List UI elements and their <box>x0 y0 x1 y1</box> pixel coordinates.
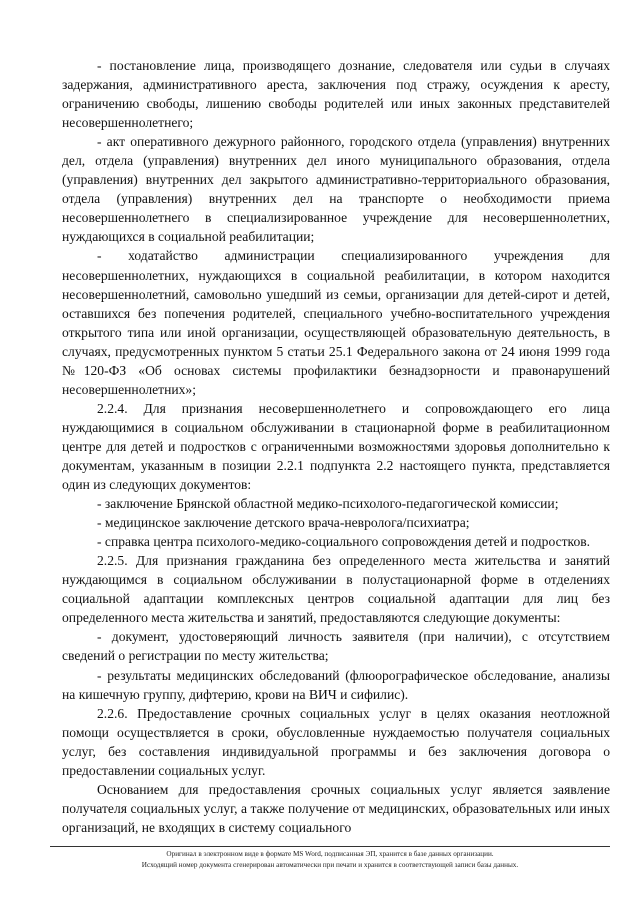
paragraph-2-2-4: 2.2.4. Для признания несовершеннолетнего и сопровождающего его лица нуждающимися в социальном обслуживании в стационарной форме в реабилитационном центре для детей и подростков с ограниченными возможностями здоровья дополнительно к документам, указанным в позиции 2.2.1 подпункта 2.2 настоящего пункта, представляется один из следующих документов: <box>62 400 610 493</box>
footer-number-note: Исходящий номер документа сгенерирован автоматически при печати и хранится в соответствующей записи базы данных. <box>141 860 519 869</box>
paragraph-identity-document: - документ, удостоверяющий личность заявителя (при наличии), с отсутствием сведений о регистрации по месту жительства; <box>62 629 610 664</box>
paragraph-administration-petition: - ходатайство администрации специализированного учреждения для несовершеннолетних, нуждающихся в социальной реабилитации, в котором находится несовершеннолетний, самовольно ушедший из семьи, организации для детей-сирот и детей, оставшихся без попечения родителей, специального учебно-воспитательного учреждения открытого типа или иной организации, осуществляющей образовательную деятельность, в случаях, предусмотренных пунктом 5 статьи 25.1 Федерального закона от 24 июня 1999 года №120-ФЗ «Об основах системы профилактики безнадзорности и правонарушений несовершеннолетних»; <box>62 248 610 397</box>
paragraph-2-2-6: 2.2.6. Предоставление срочных социальных услуг в целях оказания неотложной помощи осуществляется в сроки, обусловленные нуждаемостью получателя социальных услуг, без составления индивидуальной программы и без заключения договора о предоставлении социальных услуг. <box>62 705 610 778</box>
footer-original-note: Оригинал в электронном виде в формате MS Word, подписанная ЭП, хранится в базе данных организации. <box>166 850 494 858</box>
page-footer <box>50 846 610 870</box>
paragraph-urgent-services-basis: Основанием для предоставления срочных социальных услуг является заявление получателя социальных услуг, а также получение от медицинских, образовательных или иных организаций, не входящих в систему социального <box>62 781 610 835</box>
paragraph-arrest-decision: - постановление лица, производящего дознание, следователя или судьи в случаях задержания, административного ареста, заключения под стражу, осуждения к аресту, ограничению свободы, лишению свободы родителей или иных законных представителей несовершеннолетнего; <box>62 58 610 131</box>
document-body <box>62 56 610 837</box>
paragraph-commission-conclusion: - заключение Брянской областной медико-психолого-педагогической комиссии; <box>97 496 559 512</box>
paragraph-medical-examinations: - результаты медицинских обследований (флюорографическое обследование, анализы на кишечную группу, дифтерию, крови на ВИЧ и сифилис). <box>62 667 610 702</box>
paragraph-2-2-5: 2.2.5. Для признания гражданина без определенного места жительства и занятий нуждающимся в социальном обслуживании в полустационарной форме в отделениях социальной адаптации комплексных центров социальной адаптации для лиц без определенного места жительства и занятий, предоставляются следующие документы: <box>62 553 610 626</box>
paragraph-support-center-certificate: - справка центра психолого-медико-социального сопровождения детей и подростков. <box>97 534 591 550</box>
paragraph-medical-conclusion: - медицинское заключение детского врача-невролога/психиатра; <box>97 515 470 531</box>
paragraph-duty-officer-act: - акт оперативного дежурного районного, городского отдела (управления) внутренних дел, отдела (управления) внутренних дел иного муниципального образования, отдела (управления) внутренних дел закрытого административно-территориального образования, отдела (управления) внутренних дел на транспорте о необходимости приема несовершеннолетнего в специализированное учреждение для несовершеннолетних, нуждающихся в социальной реабилитации; <box>62 134 610 245</box>
